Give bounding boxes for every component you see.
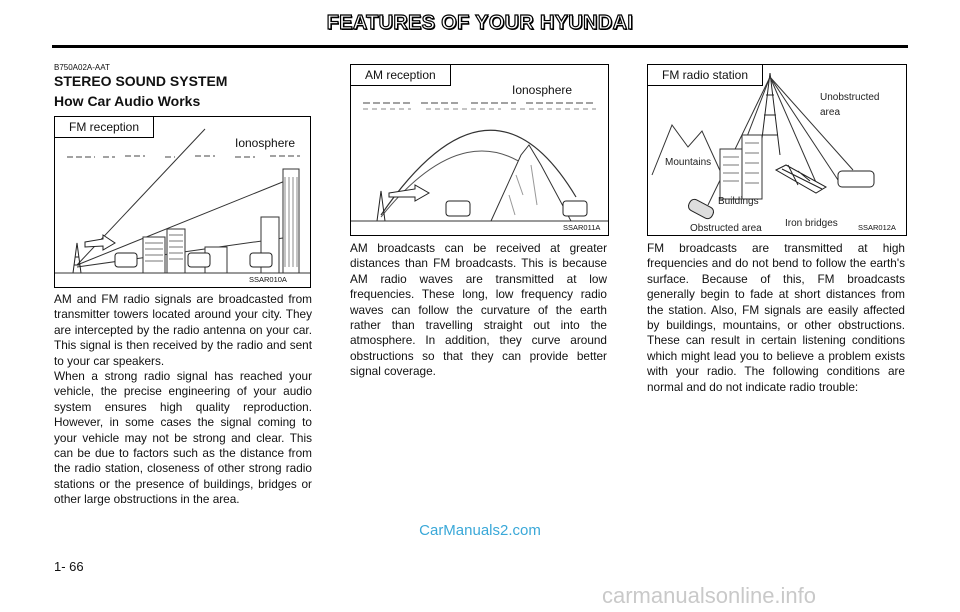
fm-ionosphere-label: Ionosphere	[235, 136, 296, 150]
column-2-text	[350, 241, 607, 380]
column-1-text	[54, 292, 312, 508]
am-ionosphere-label: Ionosphere	[512, 83, 573, 97]
fm-station-illustration	[648, 65, 906, 235]
site-watermark: carmanualsonline.info	[602, 583, 817, 608]
fm-station-label: FM radio station	[648, 65, 763, 86]
column-3-paragraph-1: FM broadcasts are transmitted at high frequencies and do not bend to follow the earth's surface. Because of this, FM broadcasts generally begin to fade at short distances from the station. Also, FM signals are easily affected by buildings, mountains, or other obstructions. These can result in certain listening conditions which might lead you to believe a problem exists with your radio. The following conditions are normal and do not indicate radio trouble:	[647, 241, 905, 394]
fm-reception-label: FM reception	[55, 117, 154, 138]
unobstructed-label: Unobstructed	[820, 92, 880, 103]
page-header-title: FEATURES OF YOUR HYUNDAI	[326, 12, 634, 34]
mountains-label: Mountains	[665, 157, 712, 168]
section-title: STEREO SOUND SYSTEM	[54, 73, 228, 89]
iron-bridges-label: Iron bridges	[785, 218, 838, 229]
am-figure-code: SSAR011A	[563, 223, 601, 232]
am-reception-label: AM reception	[351, 65, 451, 86]
section-subtitle: How Car Audio Works	[54, 93, 201, 109]
am-reception-figure	[350, 64, 609, 236]
buildings-label: Buildings	[718, 196, 759, 207]
header-rule	[52, 45, 908, 48]
fm-station-figure-code: SSAR012A	[858, 223, 896, 232]
fm-figure-code: SSAR010A	[249, 275, 287, 284]
page-number: 1- 66	[54, 559, 84, 574]
area-label: area	[820, 107, 841, 118]
column-1-paragraph-1: AM and FM radio signals are broadcasted from transmitter towers located around your city. They are intercepted by the radio antenna on your car. This signal is then received by the radio and sent to your car speakers.	[54, 292, 312, 368]
column-3-text	[647, 241, 905, 395]
fm-station-figure	[647, 64, 907, 236]
carmanuals-watermark: CarManuals2.com	[419, 522, 541, 539]
column-1-paragraph-2: When a strong radio signal has reached your vehicle, the precise engineering of your audio system ensures high quality reproduction. However, in some cases the signal coming to your vehicle may not be strong and clear. This can be due to factors such as the distance from the radio station, closeness of other strong radio stations or the presence of buildings, bridges or other large obstructions in the area.	[54, 369, 312, 507]
fm-reception-figure	[54, 116, 311, 288]
obstructed-area-label: Obstructed area	[690, 223, 762, 234]
reference-code: B750A02A-AAT	[54, 63, 110, 72]
column-2-paragraph-1: AM broadcasts can be received at greater distances than FM broadcasts. This is because AM radio waves are transmitted at low frequencies. These long, low frequency radio waves can follow the curvature of the earth rather than travelling straight out into the atmosphere. In addition, they curve around obstructions so that they can provide better signal coverage.	[350, 241, 607, 379]
